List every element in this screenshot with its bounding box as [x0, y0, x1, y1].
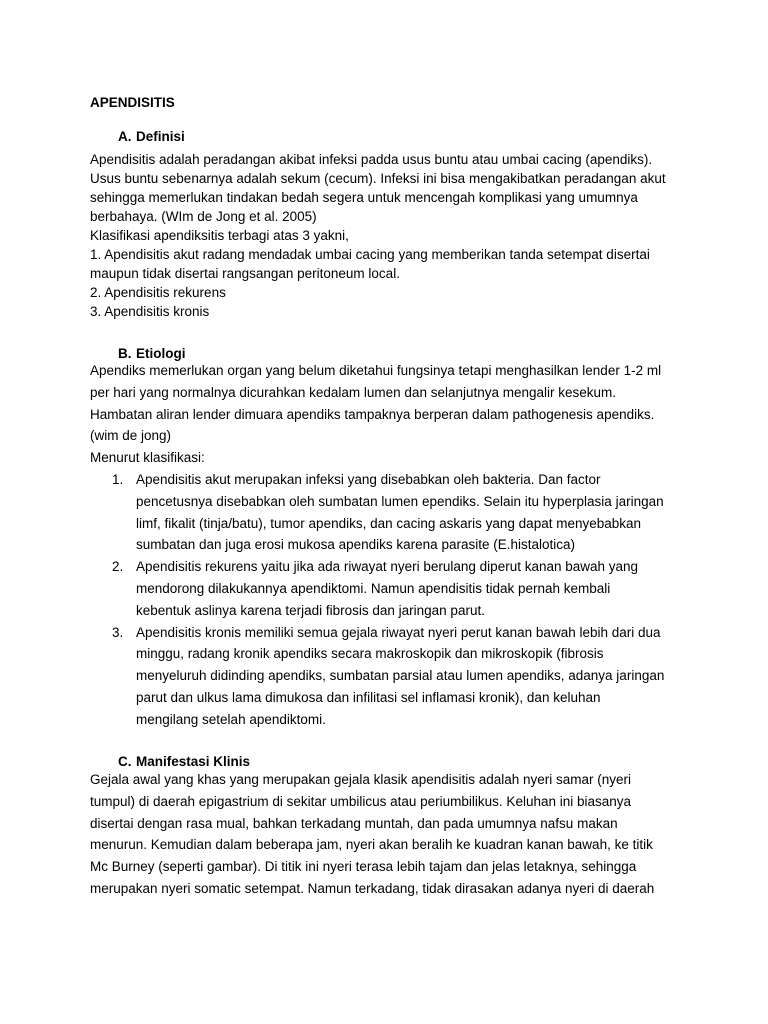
text-line: limf, fikalit (tinja/batu), tumor apendiks, dan cacing askaris yang dapat menyebabkan [136, 515, 642, 531]
text-line: Gejala awal yang khas yang merupakan gejala klasik apendisitis adalah nyeri samar (nyeri [90, 772, 632, 787]
etiologi-body [90, 360, 690, 731]
text-line: Apendisitis akut merupakan infeksi yang disebabkan oleh bakteria. Dan factor [136, 471, 601, 487]
text-line: Hambatan aliran lender dimuara apendiks tampaknya berperan dalam pathogenesis apendiks. [90, 406, 655, 422]
list-item [90, 622, 690, 731]
text-line: maupun tidak disertai rangsangan peritoneum local. [90, 266, 400, 281]
text-line: per hari yang normalnya dicurahkan kedalam lumen dan selanjutnya mengalir kesekum. [90, 384, 617, 400]
list-item [90, 469, 690, 556]
text-line: kebentuk aslinya karena terjadi fibrosis dan jaringan parut. [136, 602, 485, 618]
section-heading-text: Manifestasi Klinis [136, 754, 251, 769]
text-line: Apendisitis kronis memiliki semua gejala riwayat nyeri perut kanan bawah lebih dari dua [136, 624, 661, 640]
klasifikasi-list [90, 469, 690, 731]
section-definisi [90, 128, 690, 146]
text-line: 1. Apendisitis akut radang mendadak umbai cacing yang memberikan tanda setempat disertai [90, 247, 650, 262]
text-line: Apendisitis adalah peradangan akibat infeksi padda usus buntu atau umbai cacing (apendiks). [90, 152, 653, 167]
text-line: sumbatan dan juga erosi mukosa apendiks karena parasite (E.histalotica) [136, 537, 575, 553]
text-line: Apendisitis rekurens yaitu jika ada riwayat nyeri berulang diperut kanan bawah yang [136, 559, 639, 575]
definisi-body [90, 150, 690, 321]
list-number: 3. [112, 624, 124, 640]
text-line: parut dan ulkus lama dimukosa dan infilitasi sel inflamasi kronik), dan keluhan [136, 689, 601, 705]
text-line: pencetusnya disebabkan oleh sumbatan lumen ependiks. Selain itu hyperplasia jaringan [136, 493, 664, 509]
list-number: 2. [112, 559, 124, 575]
text-line: minggu, radang kronik apendiks secara makroskopik dan mikroskopik (fibrosis [136, 646, 604, 662]
section-heading-text: Etiologi [136, 346, 186, 361]
text-line: Klasifikasi apendiksitis terbagi atas 3 yakni, [90, 228, 349, 243]
manifestasi-body [90, 769, 690, 900]
section-heading-text: Definisi [136, 129, 185, 144]
document-title: APENDISITIS [90, 95, 175, 110]
section-number: A. [118, 129, 132, 144]
text-line: (wim de jong) [90, 428, 172, 444]
list-number: 1. [112, 471, 124, 487]
text-line: disertai dengan rasa mual, bahkan terkadang muntah, dan pada umumnya nafsu makan [90, 815, 618, 831]
text-line: Mc Burney (seperti gambar). Di titik ini nyeri terasa lebih tajam dan jelas letaknya, sehingga [90, 859, 637, 875]
text-line: berbahaya. (WIm de Jong et al. 2005) [90, 209, 317, 224]
section-number: C. [118, 754, 132, 769]
text-line: 2. Apendisitis rekurens [90, 285, 226, 300]
section-number: B. [118, 346, 132, 361]
text-line: sehingga memerlukan tindakan bedah segera untuk mencengah komplikasi yang umumnya [90, 190, 638, 205]
section-heading [118, 128, 690, 146]
text-line: menurun. Kemudian dalam beberapa jam, nyeri akan beralih ke kuadran kanan bawah, ke titik [90, 837, 653, 853]
text-line: Usus buntu sebenarnya adalah sekum (cecum). Infeksi ini bisa mengakibatkan peradangan akut [90, 171, 666, 186]
text-line: tumpul) di daerah epigastrium di sekitar umbilicus atau periumbilikus. Keluhan ini biasanya [90, 793, 632, 809]
text-line: mendorong dilakukannya apendiktomi. Namun apendisitis tidak pernah kembali [136, 580, 611, 596]
text-line: Menurut klasifikasi: [90, 450, 205, 466]
list-item [90, 556, 690, 621]
text-line: Apendiks memerlukan organ yang belum diketahui fungsinya tetapi menghasilkan lender 1-2 ml [90, 363, 662, 378]
text-line: mengilang setelah apendiktomi. [136, 711, 326, 727]
text-line: 3. Apendisitis kronis [90, 304, 210, 319]
text-line: menyeluruh didinding apendiks, sumbatan parsial atau lumen apendiks, adanya jaringan [136, 668, 665, 684]
text-line: merupakan nyeri somatic setempat. Namun terkadang, tidak dirasakan adanya nyeri di daerah [90, 880, 655, 896]
